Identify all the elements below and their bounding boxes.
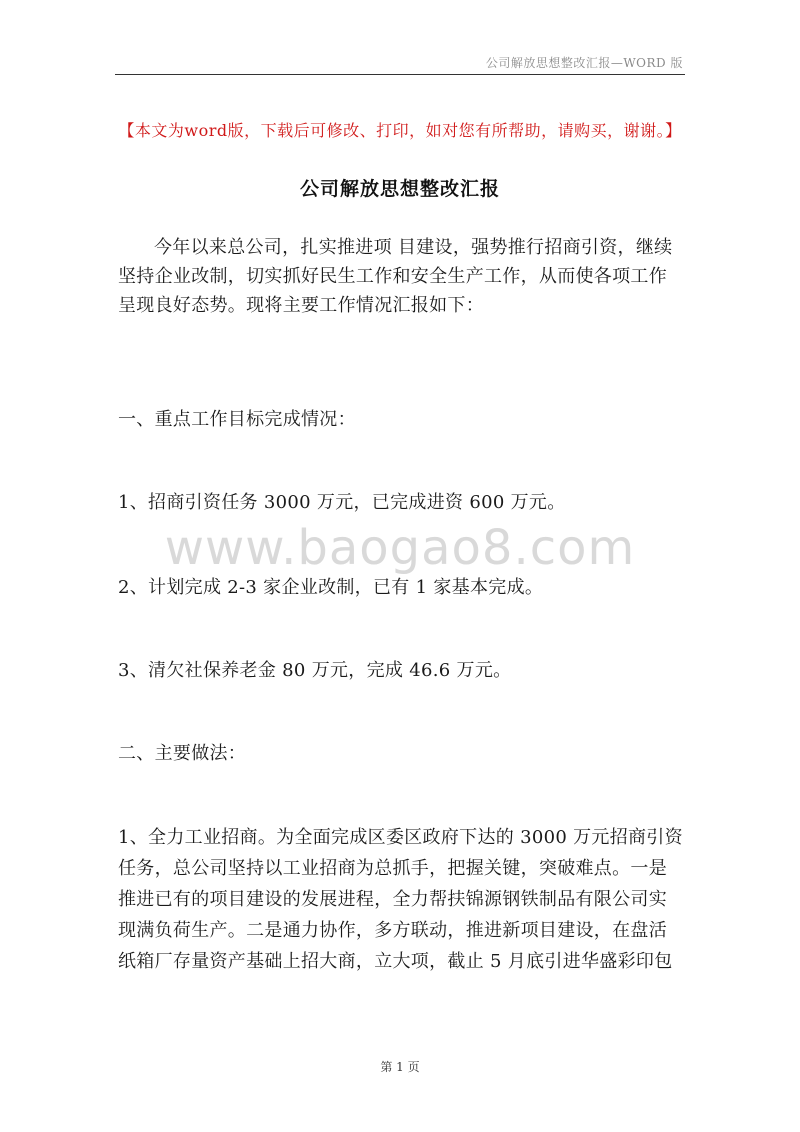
section-2-heading: 二、主要做法：	[118, 743, 247, 764]
intro-paragraph: 今年以来总公司，扎实推进项 目建设，强势推行招商引资，继续坚持企业改制，切实抓好民生工作和安全生产工作，从而使各项工作呈现良好态势。现将主要工作情况汇报如下：	[118, 237, 673, 316]
method-1-paragraph: 1、全力工业招商。为全面完成区委区政府下达的 3000 万元招商引资任务，总公司坚持以工业招商为总抓手，把握关键，突破难点。一是推进已有的项目建设的发展进程，全力帮扶锦源钢铁制品有限公司实现满负荷生产。二是通力协作，多方联动，推进新项目建设，在盘活纸箱厂存量资产基础上招大商，立大项，截止 5 月底引进华盛彩印包	[118, 827, 683, 972]
target-item-1: 1、招商引资任务 3000 万元，已完成进资 600 万元。	[118, 492, 566, 513]
header-divider	[115, 74, 685, 75]
target-item-3: 3、清欠社保养老金 80 万元，完成 46.6 万元。	[118, 660, 512, 681]
watermark: www.baogao8.com	[164, 520, 636, 576]
running-header: 公司解放思想整改汇报—WORD 版	[485, 56, 683, 70]
download-notice: 【本文为word版，下载后可修改、打印，如对您有所帮助，请购买，谢谢。】	[118, 121, 682, 140]
page-number: 第 1 页	[380, 1060, 420, 1074]
section-1-heading: 一、重点工作目标完成情况：	[118, 409, 356, 430]
target-item-2: 2、计划完成 2-3 家企业改制，已有 1 家基本完成。	[118, 577, 544, 598]
document-title: 公司解放思想整改汇报	[299, 178, 500, 200]
